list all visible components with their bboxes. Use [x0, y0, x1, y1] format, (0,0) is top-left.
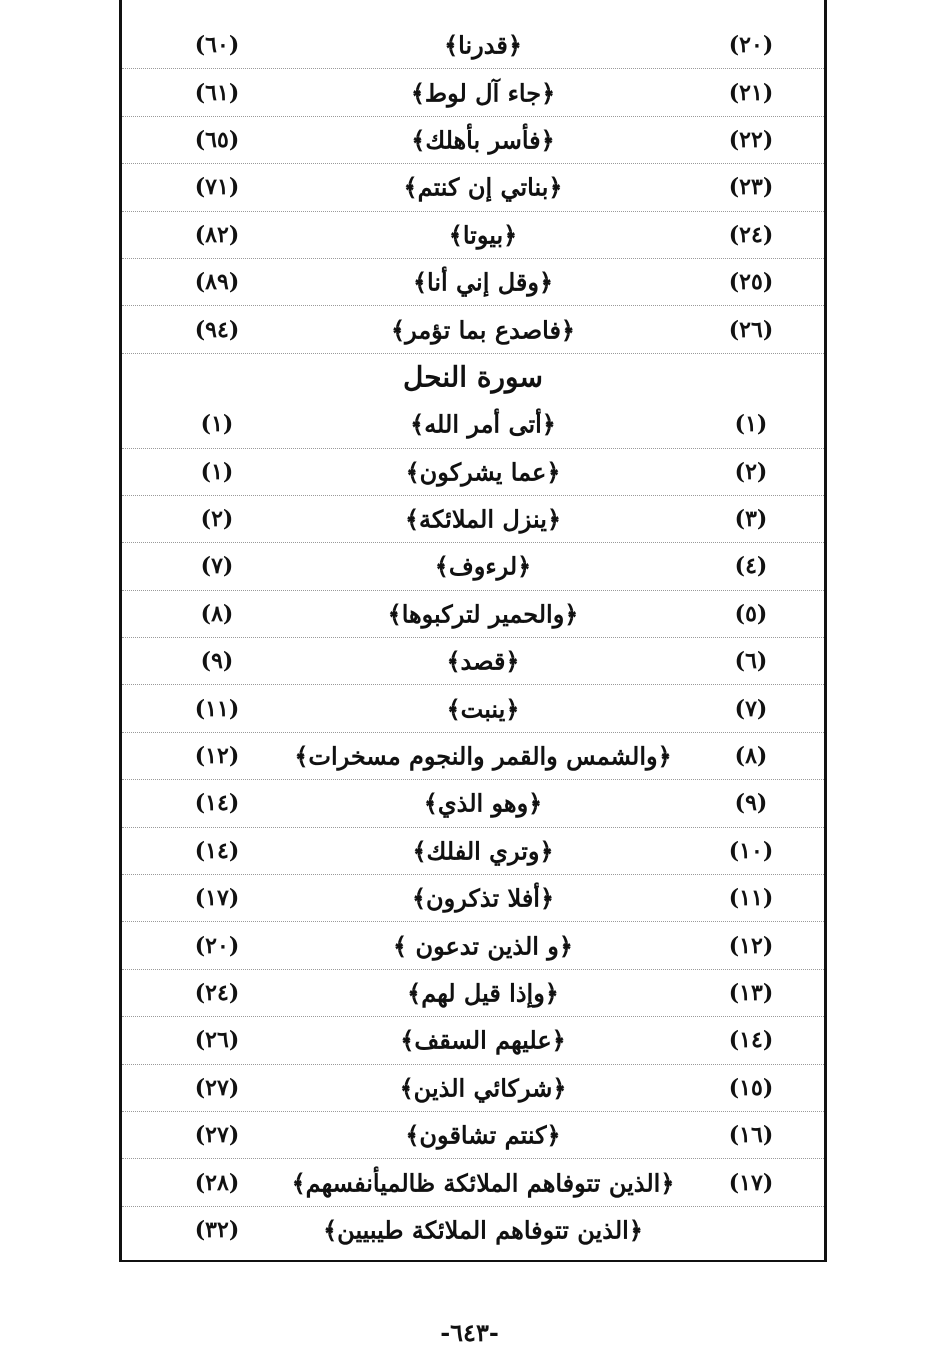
verse-ref: (٧١) — [194, 174, 240, 201]
phrase: ﴿عليهم السقف﴾ — [400, 1025, 566, 1055]
verse-ref: (٩٤) — [194, 316, 240, 343]
entry-number: (٢١) — [728, 79, 774, 106]
entry-number: (٢٤) — [728, 221, 774, 248]
index-table — [122, 22, 824, 1254]
phrase: ﴿الذين تتوفاهم الملائكة ظالميأنفسهم﴾ — [291, 1168, 675, 1198]
entry-number: (١٦) — [728, 1122, 774, 1149]
entry-number: (١٠) — [728, 837, 774, 864]
phrase: ﴿فاصدع بما تؤمر﴾ — [391, 315, 575, 345]
phrase: ﴿والحمير لتركبوها﴾ — [387, 599, 579, 629]
entry-number: (٢٣) — [728, 174, 774, 201]
index-row — [122, 591, 824, 638]
index-row — [122, 1159, 824, 1206]
index-row — [122, 69, 824, 116]
rows-after — [122, 401, 824, 1254]
verse-ref: (٦٠) — [194, 32, 240, 59]
rows-before — [122, 22, 824, 354]
verse-ref: (١٤) — [194, 790, 240, 817]
entry-number: (١١) — [728, 885, 774, 912]
verse-ref: (٢٧) — [194, 1122, 240, 1149]
index-row — [122, 117, 824, 164]
verse-ref: (١) — [200, 458, 234, 485]
phrase: ﴿بيوتا﴾ — [448, 220, 518, 250]
phrase: ﴿بناتي إن كنتم﴾ — [403, 172, 563, 202]
entry-number: (٢٢) — [728, 126, 774, 153]
phrase: ﴿والشمس والقمر والنجوم مسخرات﴾ — [294, 741, 672, 771]
verse-ref: (١٤) — [194, 837, 240, 864]
index-row — [122, 638, 824, 685]
verse-ref: (٧) — [200, 553, 234, 580]
entry-number: (٩) — [734, 790, 768, 817]
verse-ref: (٢) — [200, 506, 234, 533]
phrase: ﴿ينبت﴾ — [446, 694, 520, 724]
index-row — [122, 970, 824, 1017]
index-row — [122, 828, 824, 875]
verse-ref: (٨) — [200, 600, 234, 627]
index-row — [122, 496, 824, 543]
surah-heading-row — [122, 354, 824, 401]
phrase: ﴿وإذا قيل لهم﴾ — [407, 978, 559, 1008]
verse-ref: (١١) — [194, 695, 240, 722]
index-row — [122, 922, 824, 969]
entry-number: (١٢) — [728, 932, 774, 959]
phrase: ﴿جاء آل لوط﴾ — [410, 78, 556, 108]
phrase: ﴿وقل إني أنا﴾ — [412, 267, 554, 297]
entry-number: (٢٥) — [728, 269, 774, 296]
phrase: ﴿وتري الفلك﴾ — [412, 836, 554, 866]
phrase: ﴿و الذين تدعون ﴾ — [393, 931, 573, 961]
entry-number: (٢٠) — [728, 32, 774, 59]
entry-number: (٢) — [734, 458, 768, 485]
entry-number: (٢٦) — [728, 316, 774, 343]
entry-number: (١٣) — [728, 980, 774, 1006]
phrase: ﴿أفلا تذكرون﴾ — [411, 883, 555, 913]
index-row — [122, 1112, 824, 1159]
index-row — [122, 449, 824, 496]
index-row — [122, 733, 824, 780]
entry-number: (١٥) — [728, 1074, 774, 1101]
entry-number: (٤) — [734, 553, 768, 580]
index-row — [122, 259, 824, 306]
phrase: ﴿فأسر بأهلك﴾ — [411, 125, 555, 155]
index-row — [122, 164, 824, 211]
page-number: -٦٤٣- — [440, 1318, 499, 1347]
index-row — [122, 875, 824, 922]
verse-ref: (٨٩) — [194, 269, 240, 296]
entry-number: (٥) — [734, 600, 768, 627]
phrase: ﴿شركائي الذين﴾ — [399, 1073, 567, 1103]
phrase: ﴿الذين تتوفاهم الملائكة طيبيين﴾ — [323, 1215, 643, 1245]
verse-ref: (٢٤) — [194, 980, 240, 1006]
phrase: ﴿ينزل الملائكة﴾ — [404, 504, 562, 534]
phrase: ﴿وهو الذي﴾ — [423, 788, 543, 818]
entry-number: (٧) — [734, 695, 768, 722]
index-row — [122, 685, 824, 732]
verse-ref: (٨٢) — [194, 221, 240, 248]
entry-number: (٣) — [734, 506, 768, 533]
phrase: ﴿أتى أمر الله﴾ — [410, 409, 556, 439]
verse-ref: (٣٢) — [194, 1217, 240, 1244]
verse-ref: (٢٠) — [194, 932, 240, 959]
phrase: ﴿لرءوف﴾ — [434, 551, 532, 581]
verse-ref: (٢٦) — [194, 1027, 240, 1054]
phrase: ﴿عما يشركون﴾ — [405, 457, 561, 487]
index-row — [122, 1065, 824, 1112]
entry-number: (١٤) — [728, 1027, 774, 1054]
index-row — [122, 401, 824, 448]
entry-number: (١) — [734, 411, 768, 438]
entry-number: (١٧) — [728, 1169, 774, 1196]
verse-ref: (١٧) — [194, 885, 240, 912]
verse-ref: (٩) — [200, 648, 234, 675]
index-row — [122, 306, 824, 353]
index-row — [122, 780, 824, 827]
verse-ref: (٦٥) — [194, 126, 240, 153]
index-row — [122, 1207, 824, 1254]
index-row — [122, 212, 824, 259]
phrase: ﴿قدرنا﴾ — [444, 30, 522, 60]
index-row — [122, 1017, 824, 1064]
index-row — [122, 22, 824, 69]
surah-title: سورة النحل — [403, 360, 543, 394]
phrase: ﴿كنتم تشاقون﴾ — [405, 1120, 561, 1150]
verse-ref: (٢٨) — [194, 1169, 240, 1196]
phrase: ﴿قصد﴾ — [446, 646, 520, 676]
entry-number: (٨) — [734, 743, 768, 770]
verse-ref: (٦١) — [194, 79, 240, 106]
verse-ref: (١) — [200, 411, 234, 438]
verse-ref: (٢٧) — [194, 1074, 240, 1101]
index-row — [122, 543, 824, 590]
entry-number: (٦) — [734, 648, 768, 675]
verse-ref: (١٢) — [194, 743, 240, 770]
